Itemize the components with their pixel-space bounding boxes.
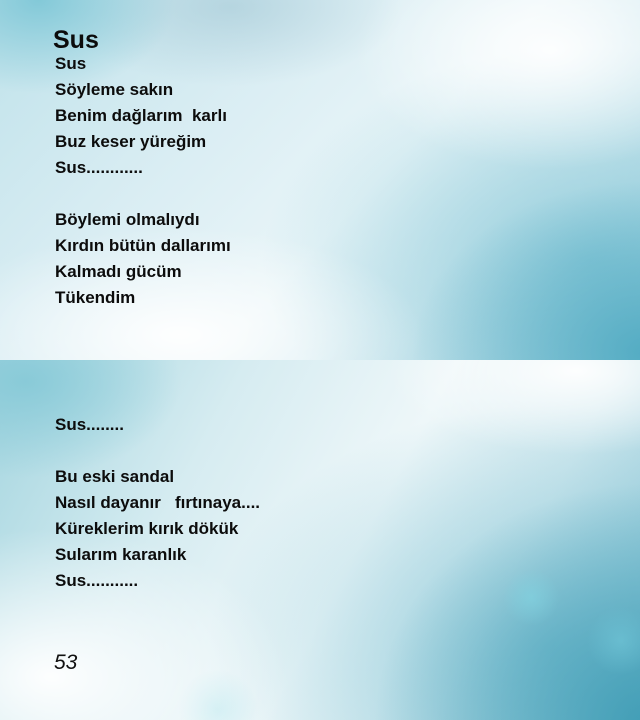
poem-page-bottom-half [0,360,640,720]
poem-line: Kırdın bütün dallarımı [55,236,231,255]
page-number: 53 [54,651,78,674]
poem-line: Sus............ [55,158,143,177]
poem-stanza-3 [55,412,124,438]
poem-line: Böylemi olmalıydı [55,210,200,229]
poem-line: Benim dağlarım karlı [55,106,227,125]
poem-line: Sus........ [55,415,124,434]
poem-title: Sus [53,25,99,54]
poem-line: Söyleme sakın [55,80,174,99]
poem-line: Küreklerim kırık dökük [55,519,239,538]
poem-line: Sus [55,54,87,73]
poem-line: Buz keser yüreğim [55,132,207,151]
poem-line: Sus........... [55,571,139,590]
poem-stanza-2 [55,207,231,311]
poem-stanza-1 [55,51,227,181]
poem-line: Kalmadı gücüm [55,262,182,281]
poem-line: Bu eski sandal [55,467,175,486]
poem-line: Tükendim [55,288,136,307]
poem-stanza-4 [55,464,260,594]
poem-line: Nasıl dayanır fırtınaya.... [55,493,261,512]
poem-line: Sularım karanlık [55,545,187,564]
